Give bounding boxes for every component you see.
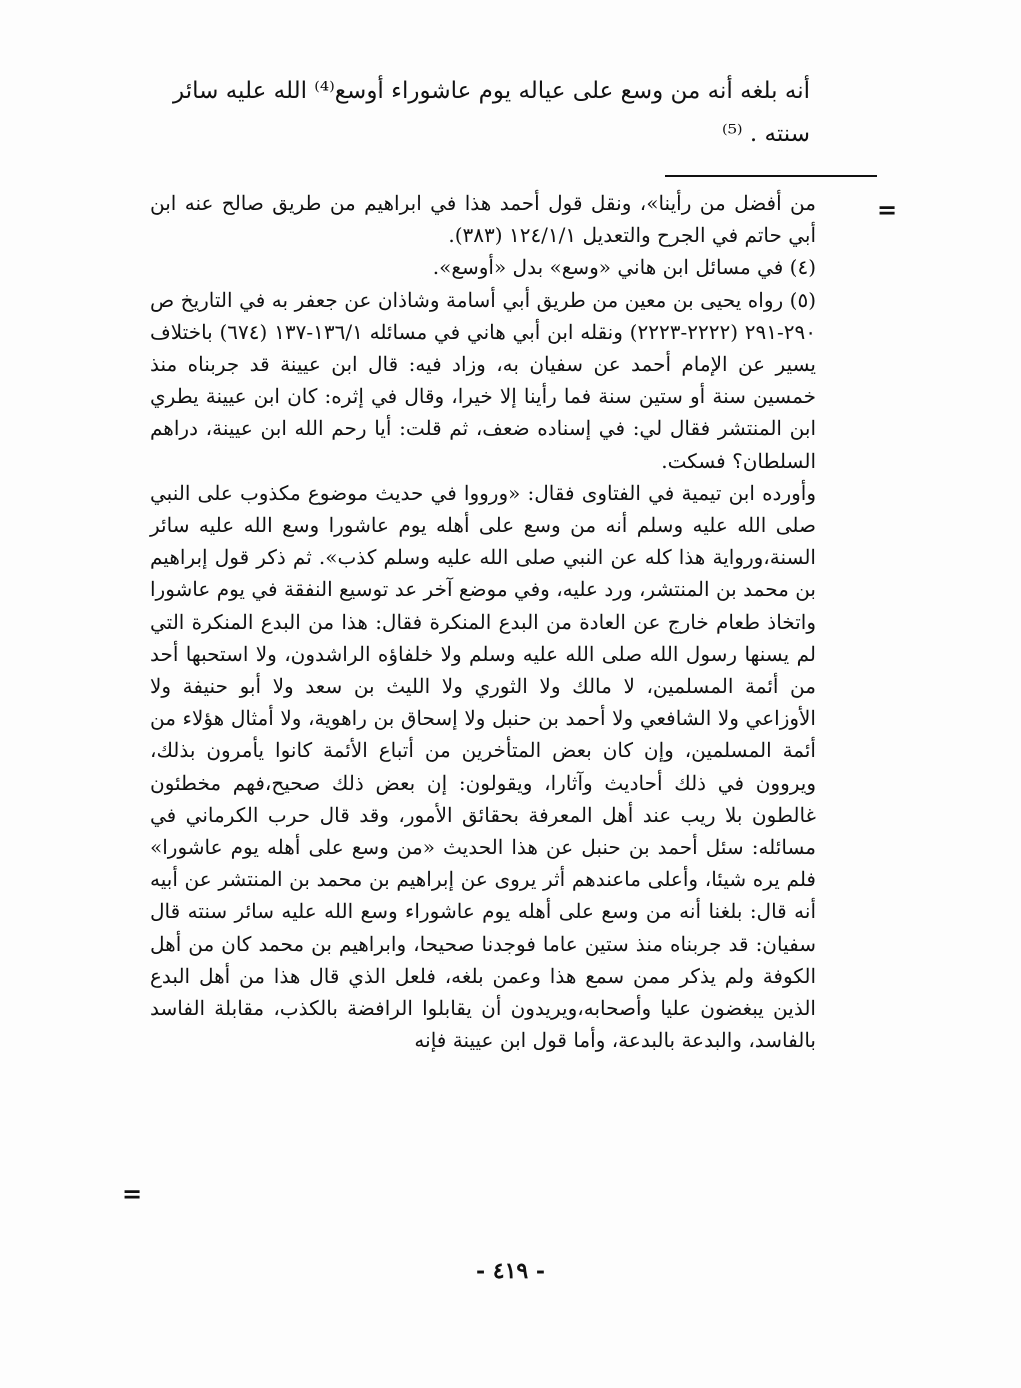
footnote-5: (٥) رواه يحيى بن معين من طريق أبي أسامة وشاذان عن جعفر به في التاريخ ص ٢٩٠-٢٩١ (٢٢٢٢-٢٢٢٣) ونقله ابن أبي هاني في مسائله ١٣٦/١-١٣٧ (٦٧٤) باختلاف يسير عن الإمام أحمد عن سفيان به، وزاد فيه: قال ابن عيينة قد جربناه منذ خمسين سنة أو ستين سنة فما رأينا إلا خيرا، وقال في إثره: كان ابن عيينة يطري ابن المنتشر فقال لي: في إسناده ضعف، ثم قلت: أيا رحم الله ابن عيينة، دراهم السلطان؟ فسكت. bbox=[150, 287, 816, 473]
continuation-mark-top: = bbox=[877, 195, 898, 224]
main-text-paragraph: أنه بلغه أنه من وسع على عياله يوم عاشوراء أوسع⁽⁴⁾ الله عليه سائر سنته . ⁽⁵⁾ bbox=[173, 78, 810, 147]
footnote-5-ibn-taymiyya: وأورده ابن تيمية في الفتاوى فقال: «ورووا في حديث موضوع مكذوب على النبي صلى الله عليه وسلم أنه من وسع على أهله يوم عاشورا وسع الله عليه سائر السنة،ورواية هذا كله عن النبي صلى الله عليه وسلم كذب». ثم ذكر قول إبراهيم بن محمد بن المنتشر، ورد عليه، وفي موضع آخر عد توسيع النفقة في يوم عاشورا واتخاذ طعام خارج عن العادة من البدع المنكرة فقال: هذا من البدع المنكرة التي لم يسنها رسول الله صلى الله عليه وسلم ولا خلفاؤه الراشدون، ولا استحبها أحد من أئمة المسلمين، لا مالك ولا الثوري ولا الليث بن سعد ولا أبو حنيفة ولا الأوزاعي ولا الشافعي ولا أحمد بن حنبل ولا إسحاق بن راهوية، ولا أمثال هؤلاء من أئمة المسلمين، وإن كان بعض المتأخرين من أتباع الأئمة كانوا يأمرون بذلك، ويروون في ذلك أحاديث وآثارا، ويقولون: إن بعض ذلك صحيح،فهم مخطئون غالطون بلا ريب عند أهل المعرفة بحقائق الأمور، وقد قال حرب الكرماني في مسائله: سئل أحمد بن حنبل عن هذا الحديث «من وسع على أهله يوم عاشورا» فلم يره شيئا، وأعلى ماعندهم أثر يروى عن إبراهيم بن محمد بن المنتشر عن أبيه أنه قال: بلغنا أنه من وسع على أهله يوم عاشوراء وسع الله عليه سائر سنته قال سفيان: قد جربناه منذ ستين عاما فوجدنا صحيحا، وابراهيم بن محمد كان من أهل الكوفة ولم يذكر ممن سمع هذا وعمن بلغه، فلعل الذي قال هذا من أهل البدع الذين يبغضون عليا وأصحابه،ويريدون أن يقابلوا الرافضة بالكذب، مقابلة الفاسد بالفاسد، والبدعة بالبدعة، وأما قول ابن عيينة فإنه bbox=[150, 480, 817, 1053]
footnote-continuation: من أفضل من رأينا»، ونقل قول أحمد هذا في ابراهيم من طريق صالح عنه ابن أبي حاتم في الجرح والتعديل ١٢٤/١/١ (٣٨٣). bbox=[150, 191, 816, 248]
continuation-mark-bottom: = bbox=[122, 1179, 143, 1208]
footnote-4: (٤) في مسائل ابن هاني «وسع» بدل «أوسع». bbox=[432, 255, 816, 280]
page-number: - ٤١٩ - bbox=[475, 1258, 546, 1284]
footnotes-section bbox=[150, 187, 816, 1056]
footnote-separator-line bbox=[665, 175, 877, 177]
